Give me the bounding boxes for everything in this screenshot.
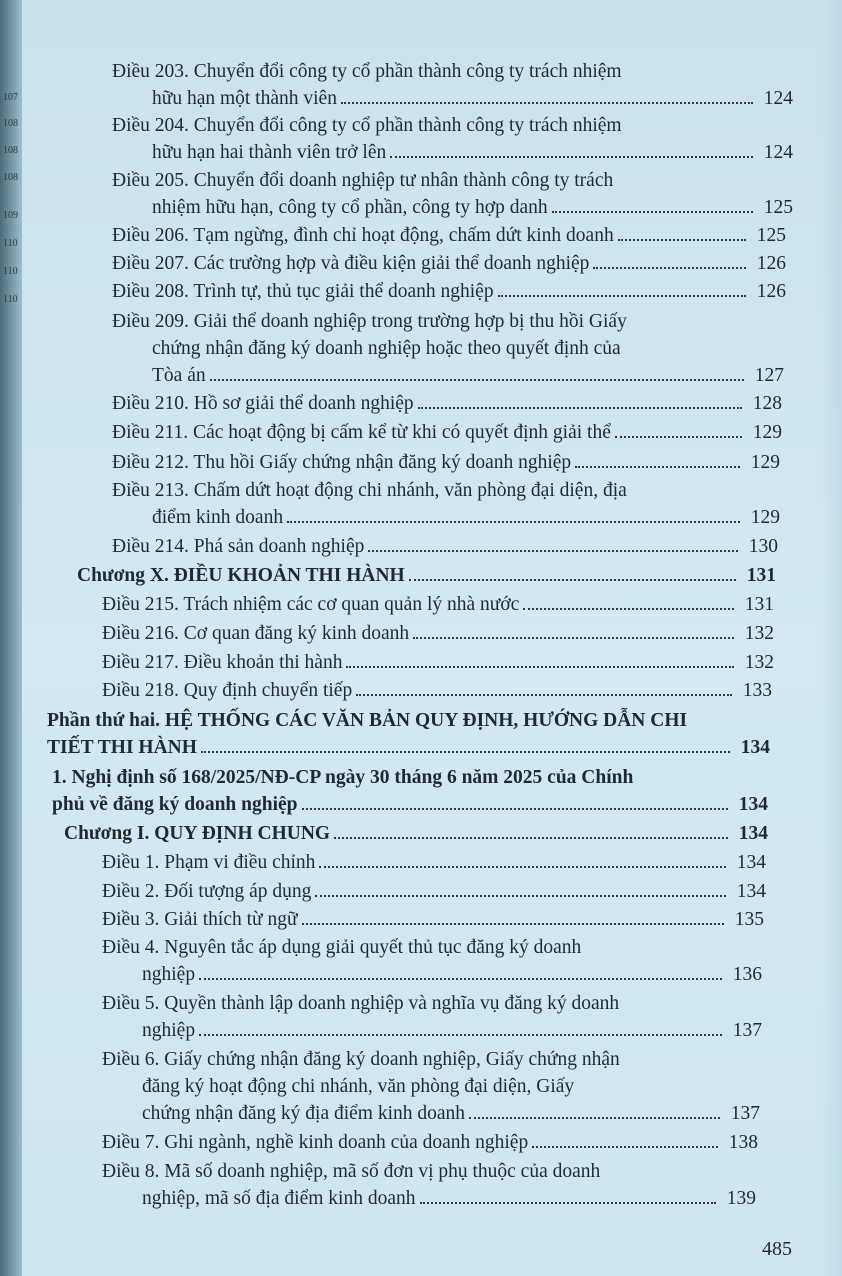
toc-entry-text: Tòa án bbox=[152, 365, 206, 386]
toc-entry-line bbox=[22, 335, 784, 362]
toc-entry-text: hữu hạn một thành viên bbox=[152, 88, 337, 109]
toc-page-number: 136 bbox=[732, 964, 762, 985]
toc-entry bbox=[22, 906, 764, 933]
toc-entry-text: nghiệp bbox=[142, 1020, 196, 1041]
toc-entry bbox=[22, 934, 762, 988]
toc-page-number: 126 bbox=[756, 253, 786, 274]
toc-entry bbox=[22, 58, 793, 112]
toc-page-number: 137 bbox=[730, 1103, 760, 1124]
dot-leader bbox=[420, 1202, 717, 1204]
dot-leader bbox=[532, 1146, 718, 1148]
toc-entry-line bbox=[22, 961, 762, 988]
toc-entry-text: Điều 207. Các trường hợp và điều kiện giải thể doanh nghiệp bbox=[112, 253, 590, 274]
toc-entry-text: Điều 213. Chấm dứt hoạt động chi nhánh, văn phòng đại diện, địa bbox=[112, 480, 627, 501]
toc-entry-text: chứng nhận đăng ký địa điểm kinh doanh bbox=[142, 1103, 466, 1124]
toc-entry bbox=[22, 990, 762, 1044]
toc-entry-line bbox=[22, 362, 784, 389]
toc-page-number: 126 bbox=[756, 281, 786, 302]
toc-entry-line bbox=[22, 222, 786, 249]
edge-number: 107 bbox=[3, 92, 18, 103]
toc-entry bbox=[22, 250, 786, 277]
dot-leader bbox=[341, 102, 753, 104]
toc-entry-line bbox=[22, 1017, 762, 1044]
toc-page-number: 132 bbox=[744, 623, 774, 644]
toc-entry-text: chứng nhận đăng ký doanh nghiệp hoặc theo quyết định của bbox=[152, 338, 621, 359]
toc-entry-line bbox=[22, 194, 793, 221]
toc-entry-line bbox=[22, 562, 776, 589]
toc-entry-text: đăng ký hoạt động chi nhánh, văn phòng đại diện, Giấy bbox=[142, 1076, 575, 1097]
dot-leader bbox=[618, 239, 746, 241]
toc-entry-text: Điều 208. Trình tự, thủ tục giải thể doanh nghiệp bbox=[112, 281, 494, 302]
toc-entry-line bbox=[22, 250, 786, 277]
toc-entry-line bbox=[22, 734, 770, 761]
toc-entry bbox=[22, 533, 778, 560]
dot-leader bbox=[413, 637, 734, 639]
dot-leader bbox=[302, 923, 724, 925]
dot-leader bbox=[302, 808, 729, 810]
toc-entry-line bbox=[22, 934, 762, 961]
edge-number: 109 bbox=[3, 210, 18, 221]
toc-entry-text: Điều 215. Trách nhiệm các cơ quan quản lý nhà nước bbox=[102, 594, 520, 615]
dot-leader bbox=[409, 579, 736, 581]
toc-entry-text: Điều 205. Chuyển đổi doanh nghiệp tư nhân thành công ty trách bbox=[112, 170, 614, 191]
toc-entry-line bbox=[22, 112, 793, 139]
toc-entry-line bbox=[22, 591, 774, 618]
toc-page-number: 139 bbox=[726, 1188, 756, 1209]
toc-entry-line bbox=[22, 85, 793, 112]
toc-entry bbox=[22, 477, 780, 531]
toc-entry-line bbox=[22, 620, 774, 647]
toc-entry-line bbox=[22, 308, 784, 335]
toc-page-number: 130 bbox=[748, 536, 778, 557]
toc-page-number: 134 bbox=[740, 737, 770, 758]
toc-entry-line bbox=[22, 677, 772, 704]
toc-entry bbox=[22, 222, 786, 249]
toc-page-number: 124 bbox=[763, 142, 793, 163]
toc-page-number: 127 bbox=[754, 365, 784, 386]
toc-entry-text: Điều 8. Mã số doanh nghiệp, mã số đơn vị phụ thuộc của doanh bbox=[102, 1161, 601, 1182]
toc-page-number: 132 bbox=[744, 652, 774, 673]
toc-entry bbox=[22, 562, 776, 589]
toc-entry-text: Điều 210. Hồ sơ giải thể doanh nghiệp bbox=[112, 393, 414, 414]
toc-page-number: 129 bbox=[752, 422, 782, 443]
toc-entry-line bbox=[22, 477, 780, 504]
toc-page bbox=[22, 0, 842, 1276]
toc-entry-line bbox=[22, 504, 780, 531]
toc-entry-line bbox=[22, 707, 770, 734]
dot-leader bbox=[210, 379, 744, 381]
toc-entry-text: Điều 204. Chuyển đổi công ty cổ phần thành công ty trách nhiệm bbox=[112, 115, 622, 136]
dot-leader bbox=[315, 895, 726, 897]
toc-entry-text: Chương I. QUY ĐỊNH CHUNG bbox=[64, 823, 331, 844]
toc-entry-line bbox=[22, 1046, 760, 1073]
dot-leader bbox=[615, 436, 742, 438]
toc-entry-line bbox=[22, 58, 793, 85]
toc-entry bbox=[22, 878, 766, 905]
toc-entry-line bbox=[22, 764, 768, 791]
toc-entry-line bbox=[22, 1073, 760, 1100]
toc-entry-text: Điều 3. Giải thích từ ngữ bbox=[102, 909, 298, 930]
toc-entry-text: Điều 214. Phá sản doanh nghiệp bbox=[112, 536, 365, 557]
toc-entry-text: Điều 218. Quy định chuyển tiếp bbox=[102, 680, 353, 701]
toc-entry-line bbox=[22, 791, 768, 818]
toc-entry-text: Điều 4. Nguyên tắc áp dụng giải quyết thủ tục đăng ký doanh bbox=[102, 937, 582, 958]
toc-entry-text: Điều 212. Thu hồi Giấy chứng nhận đăng ký doanh nghiệp bbox=[112, 452, 572, 473]
toc-entry-text: hữu hạn hai thành viên trở lên bbox=[152, 142, 387, 163]
edge-number: 110 bbox=[3, 238, 18, 249]
edge-number: 108 bbox=[3, 118, 18, 129]
edge-number: 108 bbox=[3, 145, 18, 156]
toc-page-number: 131 bbox=[744, 594, 774, 615]
toc-page-number: 129 bbox=[750, 507, 780, 528]
toc-page-number: 131 bbox=[746, 565, 776, 586]
edge-number: 110 bbox=[3, 266, 18, 277]
dot-leader bbox=[334, 837, 728, 839]
toc-entry bbox=[22, 649, 774, 676]
toc-page-number: 134 bbox=[738, 823, 768, 844]
toc-entry-line bbox=[22, 820, 768, 847]
toc-entry-line bbox=[22, 1129, 758, 1156]
toc-entry-line bbox=[22, 390, 782, 417]
toc-entry-line bbox=[22, 167, 793, 194]
dot-leader bbox=[356, 694, 732, 696]
toc-entry-text: Điều 209. Giải thể doanh nghiệp trong trường hợp bị thu hồi Giấy bbox=[112, 311, 627, 332]
toc-entry-line bbox=[22, 419, 782, 446]
toc-entry-text: Điều 216. Cơ quan đăng ký kinh doanh bbox=[102, 623, 410, 644]
dot-leader bbox=[593, 267, 746, 269]
toc-entry bbox=[22, 591, 774, 618]
toc-entry-text: Phần thứ hai. HỆ THỐNG CÁC VĂN BẢN QUY ĐỊNH, HƯỚNG DẪN CHI bbox=[47, 710, 688, 731]
toc-entry-text: Điều 1. Phạm vi điều chỉnh bbox=[102, 852, 316, 873]
toc-entry-text: nghiệp bbox=[142, 964, 196, 985]
dot-leader bbox=[346, 666, 734, 668]
toc-page-number: 134 bbox=[736, 852, 766, 873]
toc-entry-text: Điều 2. Đối tượng áp dụng bbox=[102, 881, 312, 902]
toc-page-number: 124 bbox=[763, 88, 793, 109]
page-number: 485 bbox=[762, 1238, 792, 1260]
dot-leader bbox=[199, 978, 722, 980]
toc-entry-line bbox=[22, 990, 762, 1017]
toc-entry-line bbox=[22, 449, 780, 476]
toc-entry-line bbox=[22, 1185, 756, 1212]
toc-entry-text: Điều 217. Điều khoản thi hành bbox=[102, 652, 343, 673]
dot-leader bbox=[319, 866, 726, 868]
toc-entry-text: TIẾT THI HÀNH bbox=[47, 737, 197, 758]
toc-entry bbox=[22, 849, 766, 876]
toc-entry-text: nghiệp, mã số địa điểm kinh doanh bbox=[142, 1188, 416, 1209]
toc-entry-text: Chương X. ĐIỀU KHOẢN THI HÀNH bbox=[77, 565, 405, 586]
dot-leader bbox=[199, 1034, 722, 1036]
toc-entry bbox=[22, 620, 774, 647]
toc-entry bbox=[22, 449, 780, 476]
toc-entry-text: 1. Nghị định số 168/2025/NĐ-CP ngày 30 tháng 6 năm 2025 của Chính bbox=[52, 767, 634, 788]
toc-page-number: 133 bbox=[742, 680, 772, 701]
dot-leader bbox=[498, 295, 746, 297]
toc-entry bbox=[22, 1129, 758, 1156]
dot-leader bbox=[552, 211, 753, 213]
toc-entry-line bbox=[22, 649, 774, 676]
toc-entry bbox=[22, 677, 772, 704]
dot-leader bbox=[469, 1117, 720, 1119]
toc-page-number: 134 bbox=[738, 794, 768, 815]
toc-entry-line bbox=[22, 849, 766, 876]
toc-entry bbox=[22, 1046, 760, 1127]
toc-entry-line bbox=[22, 139, 793, 166]
toc-entry-line bbox=[22, 1100, 760, 1127]
toc-entry bbox=[22, 278, 786, 305]
toc-entry bbox=[22, 1158, 756, 1212]
toc-page-number: 134 bbox=[736, 881, 766, 902]
toc-entry-line bbox=[22, 1158, 756, 1185]
toc-page-number: 137 bbox=[732, 1020, 762, 1041]
dot-leader bbox=[201, 751, 730, 753]
dot-leader bbox=[368, 550, 738, 552]
toc-entry bbox=[22, 112, 793, 166]
toc-entry-line bbox=[22, 533, 778, 560]
toc-page-number: 128 bbox=[752, 393, 782, 414]
dot-leader bbox=[575, 466, 740, 468]
toc-page-number: 125 bbox=[756, 225, 786, 246]
toc-entry bbox=[22, 820, 768, 847]
toc-entry bbox=[22, 707, 770, 761]
toc-entry-text: điểm kinh doanh bbox=[152, 507, 284, 528]
toc-entry-text: Điều 6. Giấy chứng nhận đăng ký doanh nghiệp, Giấy chứng nhận bbox=[102, 1049, 620, 1070]
toc-page-number: 129 bbox=[750, 452, 780, 473]
page-curl-shadow bbox=[822, 0, 842, 1276]
toc-page-number: 138 bbox=[728, 1132, 758, 1153]
edge-number: 108 bbox=[3, 172, 18, 183]
toc-entry-text: phủ về đăng ký doanh nghiệp bbox=[52, 794, 298, 815]
toc-entry-text: nhiệm hữu hạn, công ty cổ phần, công ty hợp danh bbox=[152, 197, 548, 218]
toc-entry-line bbox=[22, 278, 786, 305]
toc-entry bbox=[22, 764, 768, 818]
toc-entry-line bbox=[22, 906, 764, 933]
dot-leader bbox=[390, 156, 753, 158]
toc-entry-text: Điều 203. Chuyển đổi công ty cổ phần thành công ty trách nhiệm bbox=[112, 61, 622, 82]
toc-entry bbox=[22, 167, 793, 221]
toc-page-number: 135 bbox=[734, 909, 764, 930]
edge-number: 110 bbox=[3, 294, 18, 305]
toc-entry-text: Điều 211. Các hoạt động bị cấm kể từ khi có quyết định giải thể bbox=[112, 422, 611, 443]
dot-leader bbox=[418, 407, 742, 409]
toc-entry-text: Điều 7. Ghi ngành, nghề kinh doanh của doanh nghiệp bbox=[102, 1132, 529, 1153]
toc-entry bbox=[22, 308, 784, 389]
toc-entry-text: Điều 5. Quyền thành lập doanh nghiệp và nghĩa vụ đăng ký doanh bbox=[102, 993, 620, 1014]
toc-page-number: 125 bbox=[763, 197, 793, 218]
toc-entry bbox=[22, 419, 782, 446]
toc-entry bbox=[22, 390, 782, 417]
toc-entry-text: Điều 206. Tạm ngừng, đình chỉ hoạt động, chấm dứt kinh doanh bbox=[112, 225, 614, 246]
dot-leader bbox=[287, 521, 740, 523]
dot-leader bbox=[523, 608, 734, 610]
toc-entry-line bbox=[22, 878, 766, 905]
book-edge bbox=[0, 0, 22, 1276]
